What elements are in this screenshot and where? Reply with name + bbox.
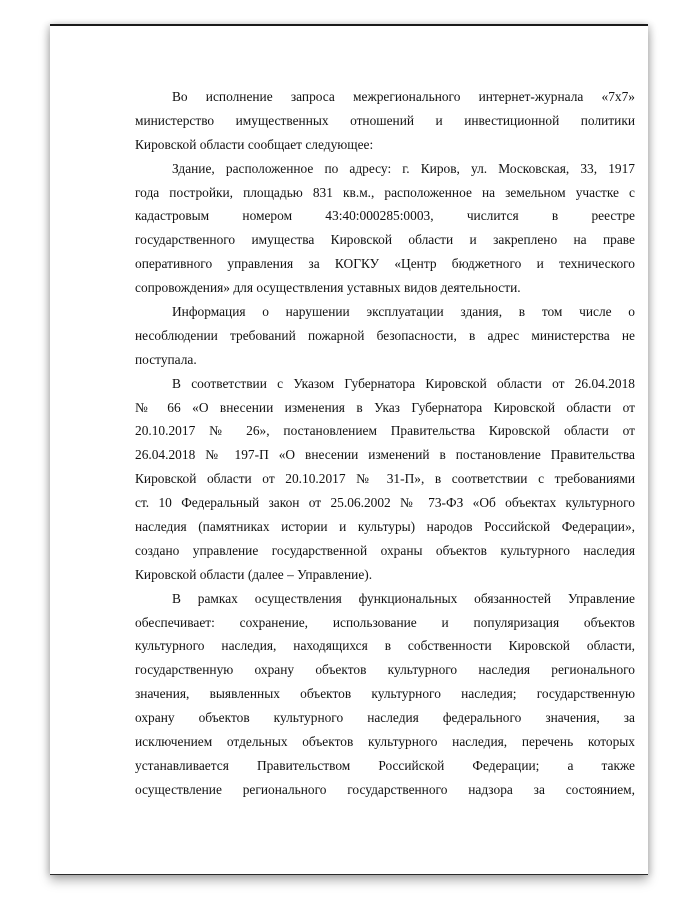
text-line: Кировской области сообщает следующее: [135,136,374,152]
text-line: Во исполнение запроса межрегионального интернет-журнала «7х7» [172,89,635,104]
text-line: охрану объектов культурного наследия федерального значения, за [135,710,635,726]
text-line: года постройки, площадью 831 кв.м., расположенное на земельном участке с [135,184,635,200]
text-line: сопровождения» для осуществления уставных видов деятельности. [135,280,521,296]
document-page [50,24,648,875]
text-line: кадастровым номером 43:40:000285:0003, числится в реестре [135,208,635,224]
text-line: поступала. [135,351,197,367]
text-line: государственного имущества Кировской области и закреплено на праве [135,232,635,248]
text-line: Информация о нарушении эксплуатации здания, в том числе о [172,304,635,320]
text-line: устанавливается Правительством Российской Федерации; а также [135,757,635,773]
text-line: наследия (памятниках истории и культуры) народов Российской Федерации», [135,519,635,535]
text-line: осуществление регионального государственного надзора за состоянием, [135,781,635,797]
text-line: Здание, расположенное по адресу: г. Киров, ул. Московская, 33, 1917 [172,160,635,176]
paragraph [135,85,635,157]
paragraph [135,300,635,372]
text-line: несоблюдении требований пожарной безопасности, в адрес министерства не [135,327,635,343]
paragraph [135,372,635,587]
text-line: министерство имущественных отношений и инвестиционной политики [135,112,635,128]
paragraph [135,157,635,300]
text-line: Кировской области (далее – Управление). [135,566,373,582]
text-line: культурного наследия, находящихся в собственности Кировской области, [135,638,635,654]
text-line: обеспечивает: сохранение, использование и популяризация объектов [135,614,635,630]
paragraph [135,587,635,802]
document-body [135,85,635,802]
text-line: 20.10.2017 № 26», постановлением Правительства Кировской области от [135,423,635,439]
text-line: № 66 «О внесении изменения в Указ Губернатора Кировской области от [135,399,635,415]
text-line: оперативного управления за КОГКУ «Центр бюджетного и технического [135,256,635,272]
text-line: создано управление государственной охраны объектов культурного наследия [135,542,635,558]
text-line: Кировской области от 20.10.2017 № 31-П», в соответствии с требованиями [135,471,635,487]
text-line: государственную охрану объектов культурного наследия регионального [135,662,635,678]
text-line: В соответствии с Указом Губернатора Кировской области от 26.04.2018 [172,375,635,391]
text-line: значения, выявленных объектов культурного наследия; государственную [135,686,635,702]
text-line: 26.04.2018 № 197-П «О внесении изменений в постановление Правительства [135,447,635,463]
text-line: исключением отдельных объектов культурного наследия, перечень которых [135,734,635,750]
text-line: ст. 10 Федеральный закон от 25.06.2002 № 73-ФЗ «Об объектах культурного [135,495,635,511]
text-line: В рамках осуществления функциональных обязанностей Управление [172,590,635,606]
